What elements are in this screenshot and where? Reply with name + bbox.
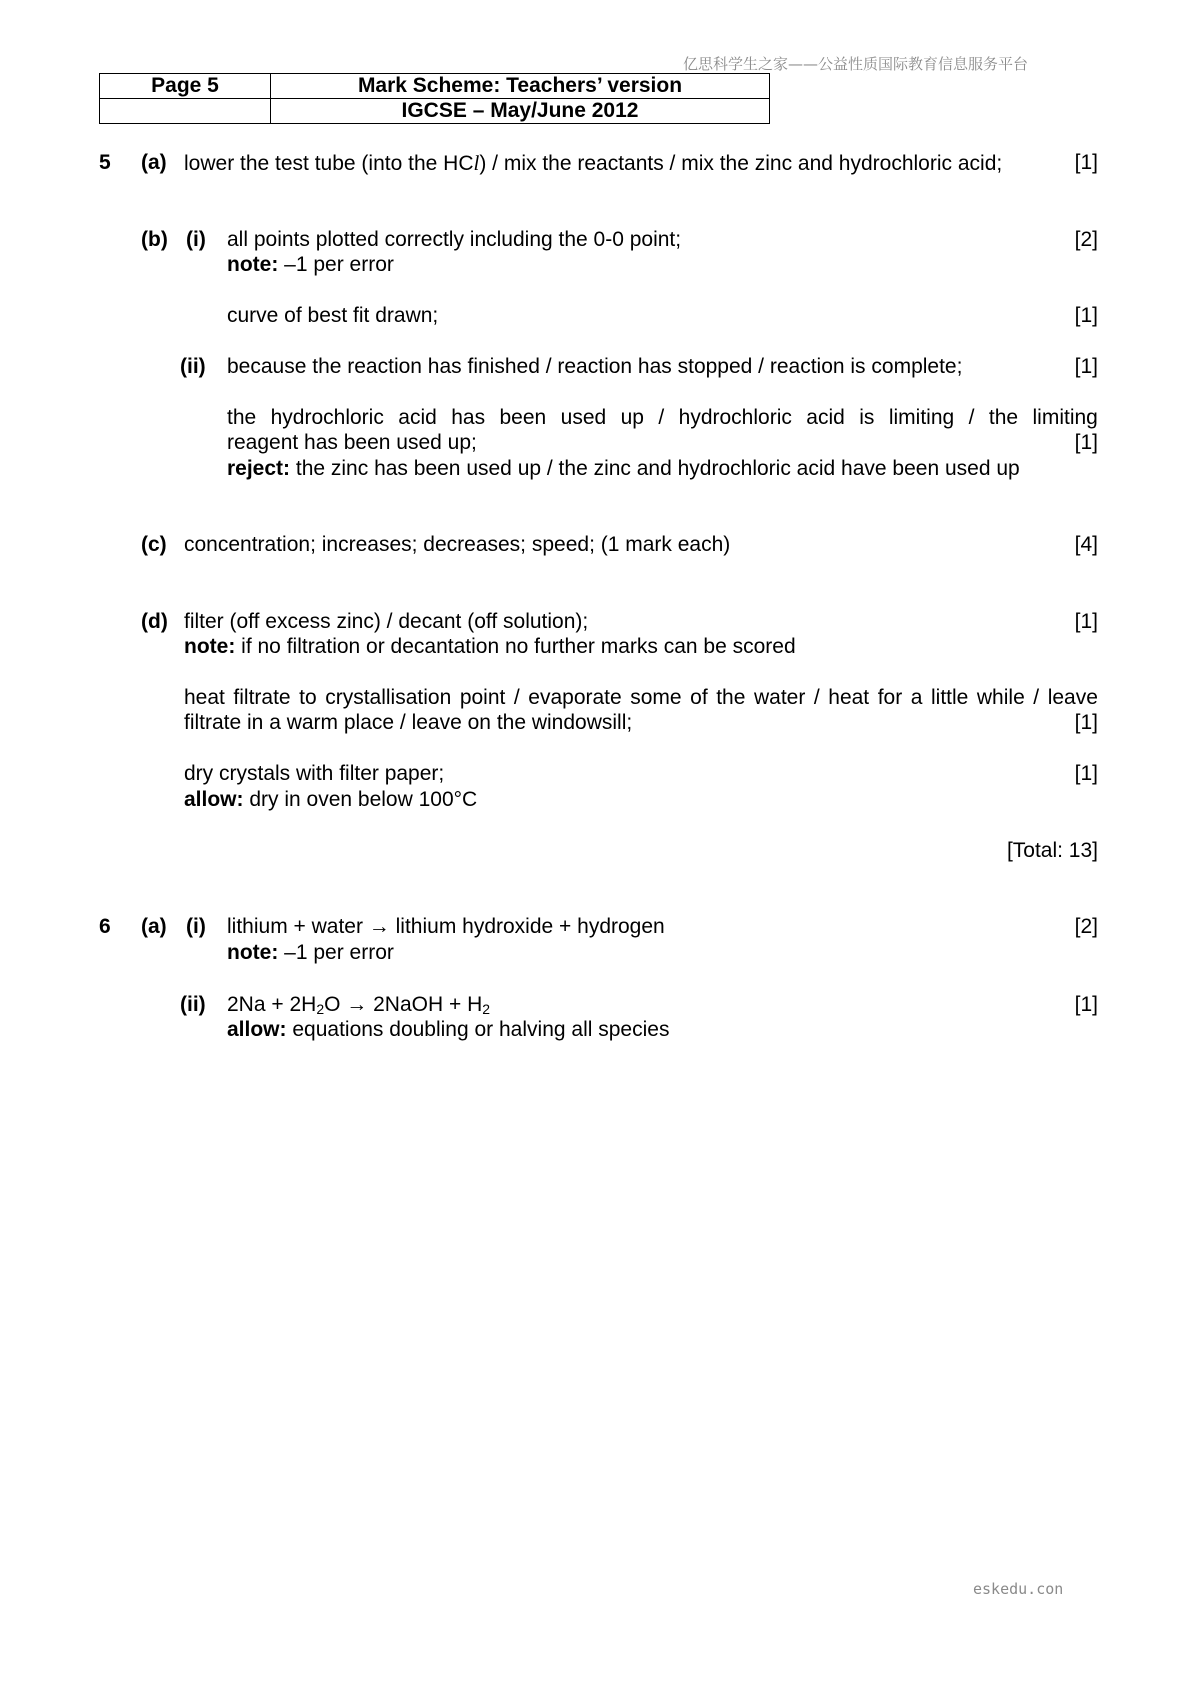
q5d-para-word: water [753, 686, 806, 709]
q5d-note [184, 634, 796, 660]
q6ai-text: lithium + water → lithium hydroxide + hydrogen [227, 915, 665, 938]
q6ai-note [227, 940, 394, 966]
header-page: Page 5 [100, 74, 271, 99]
q5d-para-word: / [813, 686, 820, 709]
q5bi-note-label: note: [227, 253, 279, 276]
q5d-para-word: of [690, 686, 708, 709]
q5bii-para-word: the [227, 406, 257, 429]
q5-number: 5 [99, 151, 111, 174]
q5d-para-word: to [299, 686, 317, 709]
q5d-label: (d) [141, 610, 168, 633]
q5a-text-l: l [473, 151, 480, 175]
q5bi-label: (i) [186, 228, 206, 251]
q5bii-para-word: up [620, 406, 644, 429]
q6a-label: (a) [141, 915, 167, 938]
q5bii-label: (ii) [180, 355, 206, 378]
q5bi-mark1: [2] [1074, 228, 1098, 251]
q5d-para-word: some [630, 686, 682, 709]
q6ai-label: (i) [186, 915, 206, 938]
q5bii-para-word: been [499, 406, 547, 429]
q5d-para-word: little [930, 686, 969, 709]
q5d-allow-text: dry in oven below 100°C [243, 788, 478, 811]
q5d-allow [184, 787, 477, 813]
header-table [99, 73, 770, 124]
q5d-allow-label: allow: [184, 788, 244, 811]
q6aii-label: (ii) [180, 993, 206, 1016]
q6aii-mark: [1] [1074, 993, 1098, 1016]
watermark-text: 亿思科学生之家——公益性质国际教育信息服务平台 [683, 55, 1029, 73]
q6aii-allow-text: equations doubling or halving all species [286, 1018, 670, 1041]
q5a-label: (a) [141, 151, 167, 174]
q6ai-note-text: –1 per error [278, 941, 394, 964]
q6aii-eq-sub1: 2 [316, 1001, 325, 1017]
q5bii-para-word: used [560, 406, 607, 429]
q5bii-para-word: limiting [1032, 406, 1098, 429]
q5a-text-post: ) / mix the reactants / mix the zinc and hydrochloric acid; [479, 152, 1003, 175]
q5d-para-word: heat [184, 686, 225, 709]
q5bi-line1: all points plotted correctly including the 0-0 point; [227, 228, 682, 251]
q5c-text: concentration; increases; decreases; speed; (1 mark each) [184, 533, 731, 556]
q5bii-para-word: hydrochloric [678, 406, 792, 429]
q6aii-allow [227, 1017, 669, 1043]
q5d-mark1: [1] [1074, 610, 1098, 633]
q5bii-para-word: hydrochloric [270, 406, 384, 429]
q5bii-para-word: acid [398, 406, 437, 429]
q5d-para-word: leave [1047, 686, 1098, 709]
q5d-mark3: [1] [1074, 762, 1098, 785]
q5d-line3: dry crystals with filter paper; [184, 762, 445, 785]
q5d-para-word: a [910, 686, 923, 709]
q6aii-eq-sub2: 2 [482, 1001, 491, 1017]
q5d-para-word: / [513, 686, 520, 709]
q6-number: 6 [99, 915, 111, 938]
q5c-label: (c) [141, 533, 167, 556]
q6ai-mark: [2] [1074, 915, 1098, 938]
q6ai-note-label: note: [227, 941, 279, 964]
q5d-mark2: [1] [1074, 711, 1098, 734]
q5d-para-word: crystallisation [325, 686, 452, 709]
q5bii-reject-label: reject: [227, 457, 291, 480]
q6aii-allow-label: allow: [227, 1018, 287, 1041]
q5bii-para-line1 [227, 405, 1098, 431]
q5d-note-text: if no filtration or decantation no further marks can be scored [235, 635, 796, 658]
header-subtitle: IGCSE – May/June 2012 [271, 99, 770, 124]
q5d-para-word: point [459, 686, 506, 709]
q5c-mark: [4] [1074, 533, 1098, 556]
q5d-para-line1 [184, 685, 1098, 711]
q5d-line1: filter (off excess zinc) / decant (off solution); [184, 610, 589, 633]
q5bii-para-word: limiting [888, 406, 955, 429]
q5bii-mark1: [1] [1074, 355, 1098, 378]
q6aii-equation [227, 992, 490, 1018]
q6aii-eq-part-b: O → 2NaOH + H [324, 993, 483, 1016]
q5bi-note [227, 252, 394, 278]
header-title: Mark Scheme: Teachers’ version [271, 74, 770, 99]
q5bii-para-word: has [451, 406, 486, 429]
q5bii-reject [227, 456, 1020, 482]
q5a-mark: [1] [1074, 151, 1098, 174]
q5d-para-word: evaporate [528, 686, 622, 709]
q5bii-para-word: is [859, 406, 875, 429]
q5d-note-label: note: [184, 635, 236, 658]
q5d-para-word: / [1033, 686, 1040, 709]
q5bi-mark2: [1] [1074, 304, 1098, 327]
q5bii-para-word: acid [806, 406, 845, 429]
q5a-text [184, 150, 1002, 177]
header-empty-cell [100, 99, 271, 124]
q5bi-line2: curve of best fit drawn; [227, 304, 439, 327]
q5bi-note-text: –1 per error [278, 253, 394, 276]
q5d-para-word: heat [828, 686, 870, 709]
q5b-label: (b) [141, 228, 168, 251]
q5bii-para-line2: reagent has been used up; [227, 431, 477, 454]
q6aii-eq-part-a: 2Na + 2H [227, 993, 317, 1016]
q5d-para-word: while [976, 686, 1025, 709]
q5d-para-word: filtrate [233, 686, 291, 709]
q5bii-para-word: / [968, 406, 975, 429]
q5-total: [Total: 13] [1006, 839, 1098, 862]
q5d-para-word: for [877, 686, 903, 709]
q5bii-line1: because the reaction has finished / reaction has stopped / reaction is complete; [227, 355, 963, 378]
q5a-text-pre: lower the test tube (into the HC [184, 152, 474, 175]
q5bii-para-word: the [988, 406, 1019, 429]
q5bii-reject-text: the zinc has been used up / the zinc and hydrochloric acid have been used up [290, 457, 1020, 480]
q5d-para-word: the [716, 686, 746, 709]
q5bii-mark2: [1] [1074, 431, 1098, 454]
footer-text: eskedu.con [973, 1580, 1064, 1598]
q5bii-para-word: / [658, 406, 665, 429]
q5d-para-line2: filtrate in a warm place / leave on the windowsill; [184, 711, 633, 734]
